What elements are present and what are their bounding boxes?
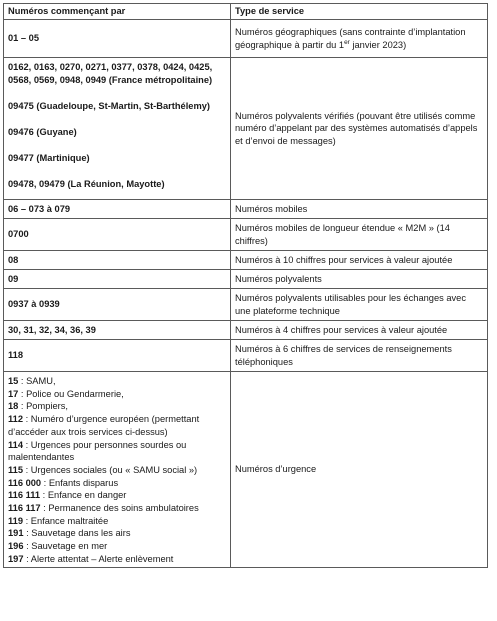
table-row (4, 219, 488, 251)
table-row (4, 270, 488, 289)
service-text: Numéros géographiques (sans contrainte d’implantation géographique à partir du 1 (235, 26, 466, 50)
emergency-item (8, 540, 226, 553)
emergency-item (8, 553, 226, 566)
emergency-label: : Alerte attentat – Alerte enlèvement (23, 553, 174, 564)
service-cell: Numéros polyvalents utilisables pour les échanges avec une plateforme technique (231, 289, 488, 321)
table-row (4, 251, 488, 270)
prefix-cell: 0700 (4, 219, 231, 251)
emergency-number: 191 (8, 528, 24, 539)
prefix-line: 09475 (Guadeloupe, St-Martin, St-Barthélemy) (8, 100, 210, 111)
service-text: janvier 2023) (349, 39, 407, 50)
service-cell: Numéros mobiles de longueur étendue « M2M » (14 chiffres) (231, 219, 488, 251)
emergency-label: : Enfants disparus (41, 477, 119, 488)
emergency-item (8, 515, 226, 528)
emergency-label: : Pompiers, (18, 401, 68, 412)
emergency-number: 116 111 (8, 490, 41, 501)
emergency-item (8, 375, 226, 388)
table-row (4, 321, 488, 340)
emergency-item (8, 400, 226, 413)
table-row (4, 200, 488, 219)
emergency-item (8, 388, 226, 401)
table-row (4, 340, 488, 372)
emergency-item (8, 439, 226, 464)
prefix-cell: 0937 à 0939 (4, 289, 231, 321)
emergency-item (8, 489, 226, 502)
table-row (4, 372, 488, 568)
prefix-cell (4, 58, 231, 200)
ordinal-sup: er (344, 38, 350, 46)
service-cell: Numéros à 6 chiffres de services de renseignements téléphoniques (231, 340, 488, 372)
emergency-number: 116 117 (8, 503, 41, 514)
emergency-label: : Enfance en danger (40, 490, 127, 501)
emergency-label: : Urgences sociales (ou « SAMU social ») (23, 464, 198, 475)
prefix-line: 09476 (Guyane) (8, 126, 77, 137)
emergency-label: : Sauvetage dans les airs (23, 528, 131, 539)
emergency-item (8, 477, 226, 490)
service-cell: Numéros d’urgence (231, 372, 488, 568)
service-cell: Numéros à 10 chiffres pour services à valeur ajoutée (231, 251, 488, 270)
emergency-number: 197 (8, 553, 24, 564)
header-service: Type de service (231, 4, 488, 20)
header-prefix: Numéros commençant par (4, 4, 231, 20)
emergency-number: 116 000 (8, 477, 42, 488)
emergency-label: : Police ou Gendarmerie, (18, 388, 124, 399)
service-cell: Numéros mobiles (231, 200, 488, 219)
emergency-label: : Enfance maltraitée (23, 515, 109, 526)
table-row (4, 289, 488, 321)
table-row (4, 58, 488, 200)
emergency-label: : Urgences pour personnes sourdes ou malentendantes (8, 439, 187, 463)
service-cell: Numéros polyvalents vérifiés (pouvant être utilisés comme numéro d’appelant par des systèmes automatisés d’appels et d’envoi de messages) (231, 58, 488, 200)
emergency-list-cell (4, 372, 231, 568)
emergency-number: 196 (8, 541, 24, 552)
emergency-number: 115 (8, 464, 23, 475)
emergency-item (8, 502, 226, 515)
prefix-cell: 01 – 05 (4, 20, 231, 58)
service-cell (231, 20, 488, 58)
emergency-item (8, 527, 226, 540)
header-row (4, 4, 488, 20)
prefix-line: 09477 (Martinique) (8, 152, 90, 163)
prefix-cell: 06 – 073 à 079 (4, 200, 231, 219)
table-row (4, 20, 488, 58)
prefix-cell: 08 (4, 251, 231, 270)
service-cell: Numéros à 4 chiffres pour services à valeur ajoutée (231, 321, 488, 340)
prefix-line: 09478, 09479 (La Réunion, Mayotte) (8, 178, 165, 189)
emergency-item (8, 464, 226, 477)
prefix-cell: 118 (4, 340, 231, 372)
emergency-label: : Permanence des soins ambulatoires (40, 503, 199, 514)
emergency-label: : Numéro d’urgence européen (permettant d’accéder aux trois services ci-dessus) (8, 414, 200, 437)
emergency-number: 119 (8, 515, 23, 526)
prefix-cell: 30, 31, 32, 34, 36, 39 (4, 321, 231, 340)
emergency-number: 15 (8, 376, 19, 386)
emergency-number: 17 (8, 388, 19, 399)
service-cell: Numéros polyvalents (231, 270, 488, 289)
emergency-label: : Sauvetage en mer (23, 541, 108, 552)
prefix-line: 0162, 0163, 0270, 0271, 0377, 0378, 0424, 0425, 0568, 0569, 0948, 0949 (France métropolitaine) (8, 62, 213, 85)
emergency-number: 18 (8, 401, 19, 412)
emergency-item (8, 413, 226, 438)
emergency-number: 112 (8, 414, 23, 425)
emergency-number: 114 (8, 439, 23, 450)
numbering-table (3, 3, 488, 568)
emergency-label: : SAMU, (18, 376, 56, 386)
prefix-cell: 09 (4, 270, 231, 289)
